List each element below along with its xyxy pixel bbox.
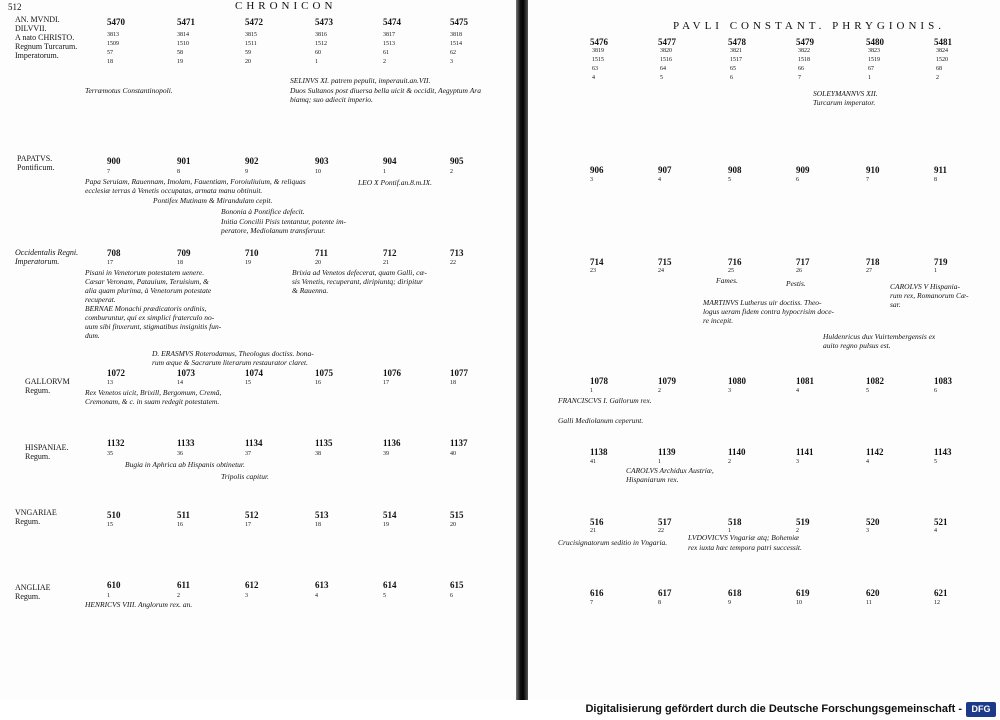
year-subcell: 3823 xyxy=(868,48,880,54)
year-cell: 613 xyxy=(315,580,329,590)
year-subcell: 1515 xyxy=(592,57,604,63)
annotation: HENRICVS VIII. Anglorum rex. an. xyxy=(85,600,193,609)
annotation: rum æque & Sacrarum literarum restaurator claret. xyxy=(152,358,308,367)
year-subcell: 3814 xyxy=(177,32,189,38)
year-subcell: 1509 xyxy=(107,41,119,47)
year-cell: 909 xyxy=(796,165,810,175)
year-subcell: 62 xyxy=(450,50,456,56)
annotation: recuperat. xyxy=(85,295,116,304)
page-number: 512 xyxy=(8,2,22,12)
year-cell: 16 xyxy=(315,380,321,386)
year-subcell: 18 xyxy=(107,59,113,65)
year-subcell: 3818 xyxy=(450,32,462,38)
year-subcell: 64 xyxy=(660,66,666,72)
year-cell: 19 xyxy=(245,260,251,266)
year-cell: 1139 xyxy=(658,447,676,457)
row-label: DILVVII. xyxy=(15,24,47,33)
year-cell: 511 xyxy=(177,510,191,520)
year-cell: 22 xyxy=(658,528,664,534)
annotation: Pisani in Venetorum potestatem uenere. xyxy=(85,268,205,277)
year-cell: 37 xyxy=(245,451,251,457)
year-cell: 2 xyxy=(177,593,180,599)
year-cell: 5 xyxy=(728,177,731,183)
year-cell: 612 xyxy=(245,580,259,590)
year-cell: 4 xyxy=(796,388,799,394)
year-cell: 515 xyxy=(450,510,464,520)
year-subcell: 1520 xyxy=(936,57,948,63)
year-cell: 5 xyxy=(383,593,386,599)
year-cell: 717 xyxy=(796,257,810,267)
year-cell: 901 xyxy=(177,156,191,166)
year-cell: 5 xyxy=(934,459,937,465)
year-subcell: 61 xyxy=(383,50,389,56)
year-subcell: 3821 xyxy=(730,48,742,54)
year-cell: 4 xyxy=(934,528,937,534)
annotation: auito regno pulsus est. xyxy=(823,341,891,350)
dfg-logo-icon: DFG xyxy=(966,702,996,717)
year-cell: 1138 xyxy=(590,447,608,457)
year-cell: 5474 xyxy=(383,17,401,27)
year-subcell: 1512 xyxy=(315,41,327,47)
row-label: Regum. xyxy=(15,517,41,526)
year-cell: 19 xyxy=(383,522,389,528)
year-cell: 518 xyxy=(728,517,742,527)
year-cell: 5481 xyxy=(934,37,952,47)
year-subcell: 3816 xyxy=(315,32,327,38)
year-cell: 6 xyxy=(450,593,453,599)
annotation: Crucisignatorum seditio in Vngaria. xyxy=(558,538,668,547)
year-cell: 1132 xyxy=(107,438,125,448)
year-subcell: 20 xyxy=(245,59,251,65)
year-subcell: 58 xyxy=(177,50,183,56)
year-cell: 1143 xyxy=(934,447,952,457)
annotation: LEO X Pontif.an.8.m.IX. xyxy=(358,178,432,187)
year-cell: 711 xyxy=(315,248,329,258)
year-subcell: 1 xyxy=(315,59,318,65)
year-subcell: 6 xyxy=(730,75,733,81)
year-subcell: 3813 xyxy=(107,32,119,38)
year-cell: 715 xyxy=(658,257,672,267)
year-cell: 1133 xyxy=(177,438,195,448)
year-cell: 905 xyxy=(450,156,464,166)
annotation: rum rex, Romanorum Cæ- xyxy=(890,291,969,300)
annotation: Cæsar Veronam, Patauium, Teruisium, & xyxy=(85,277,209,286)
year-cell: 2 xyxy=(796,528,799,534)
year-cell: 610 xyxy=(107,580,121,590)
year-subcell: 2 xyxy=(383,59,386,65)
year-cell: 15 xyxy=(245,380,251,386)
year-cell: 5473 xyxy=(315,17,333,27)
year-cell: 11 xyxy=(866,600,872,606)
annotation: Bugia in Aphrica ab Hispanis obtinetur. xyxy=(125,460,245,469)
year-cell: 2 xyxy=(658,388,661,394)
annotation: sar. xyxy=(890,300,901,309)
year-subcell: 3824 xyxy=(936,48,948,54)
year-cell: 5477 xyxy=(658,37,676,47)
year-cell: 1141 xyxy=(796,447,814,457)
annotation: BERNAE Monachi prædicatoris ordinis, xyxy=(85,304,207,313)
annotation: CAROLVS Archidux Austriæ, xyxy=(626,466,714,475)
right-page xyxy=(528,0,1000,700)
year-cell: 1077 xyxy=(450,368,468,378)
year-cell: 17 xyxy=(107,260,113,266)
row-label: Regnum Turcarum. xyxy=(15,42,78,51)
year-cell: 24 xyxy=(658,268,664,274)
row-label: Imperatorum. xyxy=(15,257,60,266)
row-label: Imperatorum. xyxy=(15,51,59,60)
year-cell: 906 xyxy=(590,165,604,175)
year-cell: 23 xyxy=(590,268,596,274)
year-cell: 14 xyxy=(177,380,183,386)
year-subcell: 1518 xyxy=(798,57,810,63)
year-cell: 617 xyxy=(658,588,672,598)
year-cell: 716 xyxy=(728,257,742,267)
year-cell: 9 xyxy=(245,169,248,175)
annotation: Terræmotus Constantinopoli. xyxy=(85,86,173,95)
year-cell: 1078 xyxy=(590,376,608,386)
year-cell: 1079 xyxy=(658,376,676,386)
year-subcell: 63 xyxy=(592,66,598,72)
year-cell: 9 xyxy=(728,600,731,606)
year-subcell: 68 xyxy=(936,66,942,72)
year-subcell: 3815 xyxy=(245,32,257,38)
annotation: biamq; suo adiecit imperio. xyxy=(290,95,373,104)
annotation: Papa Seruiam, Rauennam, Imolam, Fauentiam, Foroiuliuium, & reliquas xyxy=(85,177,306,186)
row-label: AN. MVNDI. xyxy=(15,15,60,24)
year-subcell: 3 xyxy=(450,59,453,65)
year-cell: 903 xyxy=(315,156,329,166)
annotation: ecclesiæ terras à Venetis occupatas, armata manu obtinuit. xyxy=(85,186,263,195)
year-cell: 5475 xyxy=(450,17,468,27)
year-cell: 908 xyxy=(728,165,742,175)
annotation: D. ERASMVS Roterodamus, Theologus doctiss. bona- xyxy=(152,349,314,358)
year-subcell: 67 xyxy=(868,66,874,72)
year-cell: 2 xyxy=(728,459,731,465)
year-cell: 618 xyxy=(728,588,742,598)
year-cell: 514 xyxy=(383,510,397,520)
year-cell: 1080 xyxy=(728,376,746,386)
year-cell: 910 xyxy=(866,165,880,175)
year-cell: 8 xyxy=(934,177,937,183)
year-subcell: 4 xyxy=(592,75,595,81)
annotation: Fames. xyxy=(716,276,738,285)
annotation: logus ueram fidem contra hypocrisim doce- xyxy=(703,307,835,316)
annotation: SOLEYMANNVS XII. xyxy=(813,89,878,98)
year-cell: 907 xyxy=(658,165,672,175)
year-cell: 614 xyxy=(383,580,397,590)
annotation: Bononia à Pontifice defecit. xyxy=(221,207,305,216)
year-cell: 1137 xyxy=(450,438,468,448)
year-subcell: 5 xyxy=(660,75,663,81)
annotation: Duos Sultanos post diuersa bella uicit & occidit, Aegyptum Ara xyxy=(290,86,481,95)
year-cell: 17 xyxy=(245,522,251,528)
running-title: CHRONICON xyxy=(235,0,337,12)
annotation: CAROLVS V Hispania- xyxy=(890,282,961,291)
row-label: GALLORVM xyxy=(25,377,70,386)
year-cell: 5 xyxy=(866,388,869,394)
year-cell: 17 xyxy=(383,380,389,386)
year-cell: 713 xyxy=(450,248,464,258)
year-subcell: 1514 xyxy=(450,41,462,47)
year-cell: 7 xyxy=(107,169,110,175)
year-cell: 902 xyxy=(245,156,259,166)
annotation: sis Venetis, recuperant, diripiuntq; diripitur xyxy=(292,277,423,286)
running-title: PAVLI CONSTANT. PHRYGIONIS. xyxy=(673,20,945,32)
year-subcell: 3820 xyxy=(660,48,672,54)
year-cell: 18 xyxy=(315,522,321,528)
year-cell: 5476 xyxy=(590,37,608,47)
year-subcell: 1513 xyxy=(383,41,395,47)
annotation: Pestis. xyxy=(786,279,806,288)
year-cell: 1 xyxy=(107,593,110,599)
year-cell: 710 xyxy=(245,248,259,258)
year-cell: 3 xyxy=(796,459,799,465)
year-cell: 1 xyxy=(728,528,731,534)
year-subcell: 1 xyxy=(868,75,871,81)
year-cell: 5470 xyxy=(107,17,125,27)
year-cell: 7 xyxy=(866,177,869,183)
annotation: peratore, Mediolanum transferuur. xyxy=(221,226,326,235)
year-cell: 36 xyxy=(177,451,183,457)
annotation: dum. xyxy=(85,331,100,340)
year-cell: 616 xyxy=(590,588,604,598)
year-cell: 21 xyxy=(590,528,596,534)
year-cell: 41 xyxy=(590,459,596,465)
year-subcell: 59 xyxy=(245,50,251,56)
year-cell: 21 xyxy=(383,260,389,266)
year-cell: 3 xyxy=(728,388,731,394)
annotation: Brixia ad Venetos defecerat, quam Galli, cæ- xyxy=(292,268,427,277)
year-subcell: 1516 xyxy=(660,57,672,63)
year-cell: 25 xyxy=(728,268,734,274)
annotation: Rex Venetos uicit, Brixill, Bergomum, Cremã, xyxy=(85,388,222,397)
year-cell: 6 xyxy=(934,388,937,394)
year-cell: 1 xyxy=(934,268,937,274)
year-cell: 3 xyxy=(590,177,593,183)
annotation: re incepit. xyxy=(703,316,734,325)
year-subcell: 7 xyxy=(798,75,801,81)
year-cell: 8 xyxy=(658,600,661,606)
year-cell: 1 xyxy=(658,459,661,465)
year-subcell: 60 xyxy=(315,50,321,56)
year-cell: 7 xyxy=(590,600,593,606)
year-cell: 26 xyxy=(796,268,802,274)
year-cell: 3 xyxy=(245,593,248,599)
year-subcell: 57 xyxy=(107,50,113,56)
year-subcell: 19 xyxy=(177,59,183,65)
year-cell: 1140 xyxy=(728,447,746,457)
year-subcell: 1511 xyxy=(245,41,257,47)
year-subcell: 1510 xyxy=(177,41,189,47)
year-cell: 1082 xyxy=(866,376,884,386)
year-cell: 620 xyxy=(866,588,880,598)
annotation: comburuntur, qui ex simplici fraterculo no- xyxy=(85,313,215,322)
year-cell: 1134 xyxy=(245,438,263,448)
year-cell: 1076 xyxy=(383,368,401,378)
year-cell: 8 xyxy=(177,169,180,175)
year-cell: 520 xyxy=(866,517,880,527)
annotation: & Rauenna. xyxy=(292,286,329,295)
row-label: A nato CHRISTO. xyxy=(15,33,75,42)
year-cell: 5471 xyxy=(177,17,195,27)
year-cell: 1136 xyxy=(383,438,401,448)
year-cell: 516 xyxy=(590,517,604,527)
year-cell: 3 xyxy=(866,528,869,534)
year-cell: 6 xyxy=(796,177,799,183)
year-cell: 1135 xyxy=(315,438,333,448)
year-cell: 621 xyxy=(934,588,948,598)
year-cell: 512 xyxy=(245,510,259,520)
year-cell: 1083 xyxy=(934,376,952,386)
year-cell: 22 xyxy=(450,260,456,266)
annotation: alia quam plurima, à Venetorum potestate xyxy=(85,286,212,295)
row-label: Regum. xyxy=(25,452,51,461)
year-cell: 521 xyxy=(934,517,948,527)
row-label: VNGARIAE xyxy=(15,508,57,517)
year-cell: 904 xyxy=(383,156,397,166)
year-cell: 5479 xyxy=(796,37,814,47)
year-cell: 13 xyxy=(107,380,113,386)
row-label: ANGLIAE xyxy=(15,583,51,592)
year-subcell: 3817 xyxy=(383,32,395,38)
year-cell: 5480 xyxy=(866,37,884,47)
annotation: SELINVS XI. patrem pepulit, imperauit.an.VII. xyxy=(290,76,431,85)
year-subcell: 1517 xyxy=(730,57,742,63)
row-label: PAPATVS. xyxy=(17,154,53,163)
year-cell: 719 xyxy=(934,257,948,267)
year-cell: 712 xyxy=(383,248,397,258)
footer-bar xyxy=(0,700,1000,720)
annotation: FRANCISCVS I. Gallorum rex. xyxy=(558,396,652,405)
year-cell: 1142 xyxy=(866,447,884,457)
annotation: Huldenricus dux Vuirtembergensis ex xyxy=(823,332,936,341)
year-cell: 1072 xyxy=(107,368,125,378)
year-subcell: 3822 xyxy=(798,48,810,54)
row-label: Occidentalis Regni. xyxy=(15,248,79,257)
year-cell: 900 xyxy=(107,156,121,166)
year-cell: 20 xyxy=(450,522,456,528)
year-cell: 519 xyxy=(796,517,810,527)
year-cell: 615 xyxy=(450,580,464,590)
row-label: Regum. xyxy=(25,386,51,395)
annotation: Initia Concilii Pisis tentantur, potente im- xyxy=(221,217,346,226)
year-cell: 16 xyxy=(177,522,183,528)
year-cell: 513 xyxy=(315,510,329,520)
year-cell: 10 xyxy=(796,600,802,606)
year-cell: 708 xyxy=(107,248,121,258)
year-subcell: 66 xyxy=(798,66,804,72)
annotation: uum sibi finxerunt, stigmatibus insignitis fun- xyxy=(85,322,222,331)
year-cell: 517 xyxy=(658,517,672,527)
year-cell: 5472 xyxy=(245,17,263,27)
row-label: HISPANIAE. xyxy=(25,443,69,452)
year-cell: 1075 xyxy=(315,368,333,378)
year-cell: 15 xyxy=(107,522,113,528)
footer-credit: Digitalisierung gefördert durch die Deutsche Forschungsgemeinschaft - xyxy=(585,703,962,715)
annotation: rex iuxta hæc tempora patri successit. xyxy=(688,543,802,552)
year-cell: 35 xyxy=(107,451,113,457)
year-cell: 1073 xyxy=(177,368,195,378)
year-subcell: 65 xyxy=(730,66,736,72)
year-cell: 1 xyxy=(383,169,386,175)
year-cell: 10 xyxy=(315,169,321,175)
year-cell: 714 xyxy=(590,257,604,267)
annotation: LVDOVICVS Vngariæ atq; Bohemiæ xyxy=(688,533,800,542)
year-cell: 39 xyxy=(383,451,389,457)
year-subcell: 1519 xyxy=(868,57,880,63)
row-label: Regum. xyxy=(15,592,41,601)
year-cell: 911 xyxy=(934,165,948,175)
year-subcell: 3819 xyxy=(592,48,604,54)
year-cell: 2 xyxy=(450,169,453,175)
year-cell: 4 xyxy=(866,459,869,465)
year-cell: 18 xyxy=(450,380,456,386)
year-cell: 709 xyxy=(177,248,191,258)
annotation: Pontifex Mutinam & Mirandulam cepit. xyxy=(153,196,273,205)
book-gutter xyxy=(516,0,528,700)
annotation: MARTINVS Lutherus uir doctiss. Theo- xyxy=(703,298,822,307)
year-cell: 18 xyxy=(177,260,183,266)
annotation: Cremonam, & c. in suam redegit potestatem. xyxy=(85,397,220,406)
year-cell: 5478 xyxy=(728,37,746,47)
year-cell: 20 xyxy=(315,260,321,266)
year-subcell: 2 xyxy=(936,75,939,81)
year-cell: 40 xyxy=(450,451,456,457)
row-label: Pontificum. xyxy=(17,163,55,172)
year-cell: 4 xyxy=(658,177,661,183)
year-cell: 38 xyxy=(315,451,321,457)
year-cell: 1081 xyxy=(796,376,814,386)
annotation: Galli Mediolanum ceperunt. xyxy=(558,416,644,425)
year-cell: 27 xyxy=(866,268,872,274)
year-cell: 12 xyxy=(934,600,940,606)
year-cell: 619 xyxy=(796,588,810,598)
annotation: Turcarum imperator. xyxy=(813,98,876,107)
year-cell: 510 xyxy=(107,510,121,520)
annotation: Tripolis capitur. xyxy=(221,472,269,481)
year-cell: 718 xyxy=(866,257,880,267)
year-cell: 611 xyxy=(177,580,191,590)
year-cell: 1 xyxy=(590,388,593,394)
year-cell: 1074 xyxy=(245,368,263,378)
annotation: Hispaniarum rex. xyxy=(626,475,679,484)
year-cell: 4 xyxy=(315,593,318,599)
